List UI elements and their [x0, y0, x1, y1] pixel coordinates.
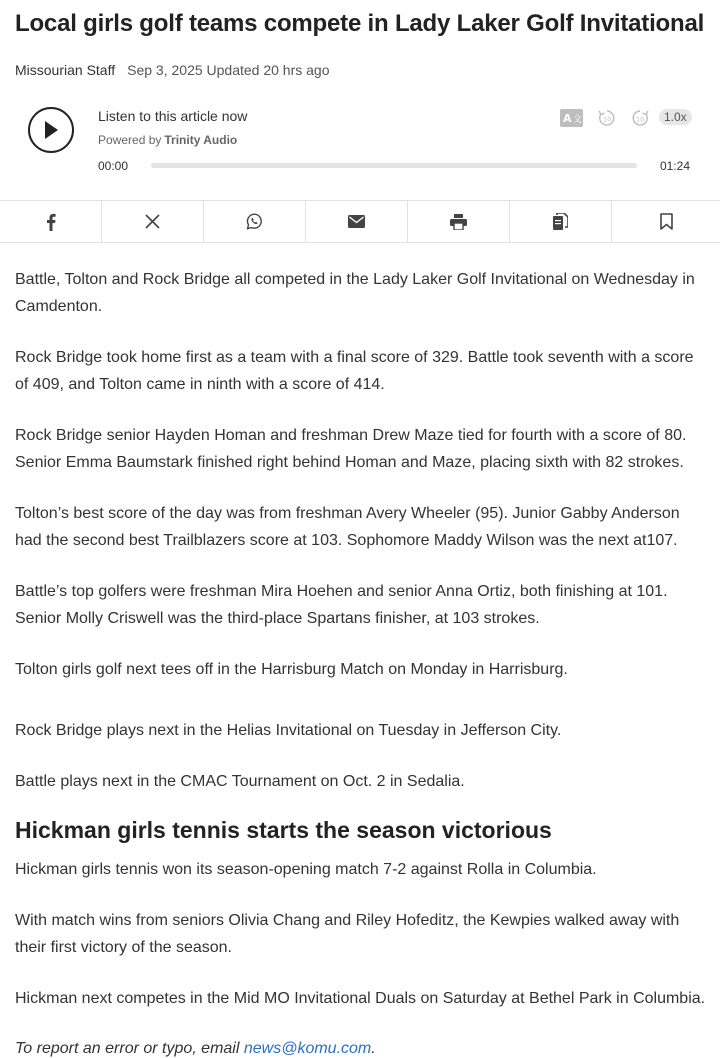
email-icon — [348, 215, 365, 228]
svg-text:文: 文 — [573, 115, 583, 125]
article-paragraph: Rock Bridge took home first as a team with a final score of 329. Battle took seventh with a score of 409, and Tolton came in ninth with a score of 414. — [15, 349, 694, 393]
article-paragraph: Rock Bridge senior Hayden Homan and freshman Drew Maze tied for fourth with a score of 80. Senior Emma Baumstark finished right behind Homan and Maze, placing sixth with 82 strokes. — [15, 427, 687, 471]
article-paragraph: Rock Bridge plays next in the Helias Invitational on Tuesday in Jefferson City. — [15, 722, 562, 739]
copy-link-button[interactable] — [510, 201, 612, 242]
facebook-icon — [46, 213, 56, 231]
article-paragraph: Battle plays next in the CMAC Tournament on Oct. 2 in Sedalia. — [15, 773, 465, 790]
article-paragraph: Tolton girls golf next tees off in the Harrisburg Match on Monday in Harrisburg. — [15, 661, 568, 678]
forward-10-icon — [630, 108, 650, 128]
error-report-note — [15, 1040, 376, 1058]
play-icon — [43, 120, 59, 140]
article-paragraph: With match wins from seniors Olivia Chang and Riley Hofeditz, the Kewpies walked away with their first victory of the season. — [15, 912, 680, 956]
error-report-suffix: . — [371, 1040, 376, 1057]
x-icon — [145, 214, 160, 229]
progress-track[interactable] — [151, 163, 637, 168]
powered-by — [98, 133, 237, 147]
section-subhead: Hickman girls tennis starts the season victorious — [15, 817, 552, 843]
bookmark-button[interactable] — [612, 201, 720, 242]
error-report-text: To report an error or typo, email — [15, 1040, 244, 1057]
duration: 01:24 — [660, 159, 691, 173]
whatsapp-icon — [246, 213, 263, 230]
translate-button[interactable] — [560, 109, 584, 132]
rewind-10-icon — [597, 108, 617, 128]
svg-text:10: 10 — [603, 115, 612, 124]
article-paragraph: Hickman next competes in the Mid MO Invitational Duals on Saturday at Bethel Park in Columbia. — [15, 990, 706, 1007]
copy-icon — [553, 213, 568, 230]
byline — [15, 62, 330, 78]
share-email-button[interactable] — [306, 201, 408, 242]
current-time: 00:00 — [98, 159, 129, 173]
print-button[interactable] — [408, 201, 510, 242]
news-email-link[interactable]: news@komu.com — [243, 1040, 372, 1057]
article-paragraph: Battle’s top golfers were freshman Mira Hoehen and senior Anna Ortiz, both finishing at 101. Senior Molly Criswell was the third-place Spartans finisher, at 103 strokes. — [15, 583, 668, 627]
article-paragraph: Tolton’s best score of the day was from freshman Avery Wheeler (95). Junior Gabby Anderson had the second best Trailblazers score at 103. Sophomore Maddy Wilson was the next at107. — [15, 505, 680, 549]
article-paragraph: Hickman girls tennis won its season-opening match 7-2 against Rolla in Columbia. — [15, 861, 597, 878]
share-bar — [0, 200, 720, 243]
svg-text:10: 10 — [636, 115, 645, 124]
article-paragraph: Battle, Tolton and Rock Bridge all competed in the Lady Laker Golf Invitational on Wednesday in Camdenton. — [15, 271, 695, 315]
share-facebook-button[interactable] — [0, 201, 102, 242]
powered-by-label: Powered by — [98, 133, 162, 147]
trinity-audio-brand[interactable]: Trinity Audio — [164, 133, 238, 147]
play-button[interactable] — [28, 107, 74, 153]
translate-icon — [560, 109, 584, 127]
share-x-button[interactable] — [102, 201, 204, 242]
share-whatsapp-button[interactable] — [204, 201, 306, 242]
playback-speed-button[interactable]: 1.0x — [659, 109, 692, 125]
rewind-10-button[interactable] — [597, 108, 617, 133]
audio-player — [0, 96, 720, 196]
listen-label: Listen to this article now — [98, 108, 248, 124]
author-link[interactable]: Missourian Staff — [15, 62, 116, 78]
print-icon — [450, 214, 467, 230]
article-headline: Local girls golf teams compete in Lady Laker Golf Invitational — [15, 10, 705, 37]
svg-text:A: A — [563, 112, 572, 125]
bookmark-icon — [660, 213, 673, 230]
forward-10-button[interactable] — [630, 108, 650, 133]
article-dateline: Sep 3, 2025 Updated 20 hrs ago — [127, 62, 330, 78]
